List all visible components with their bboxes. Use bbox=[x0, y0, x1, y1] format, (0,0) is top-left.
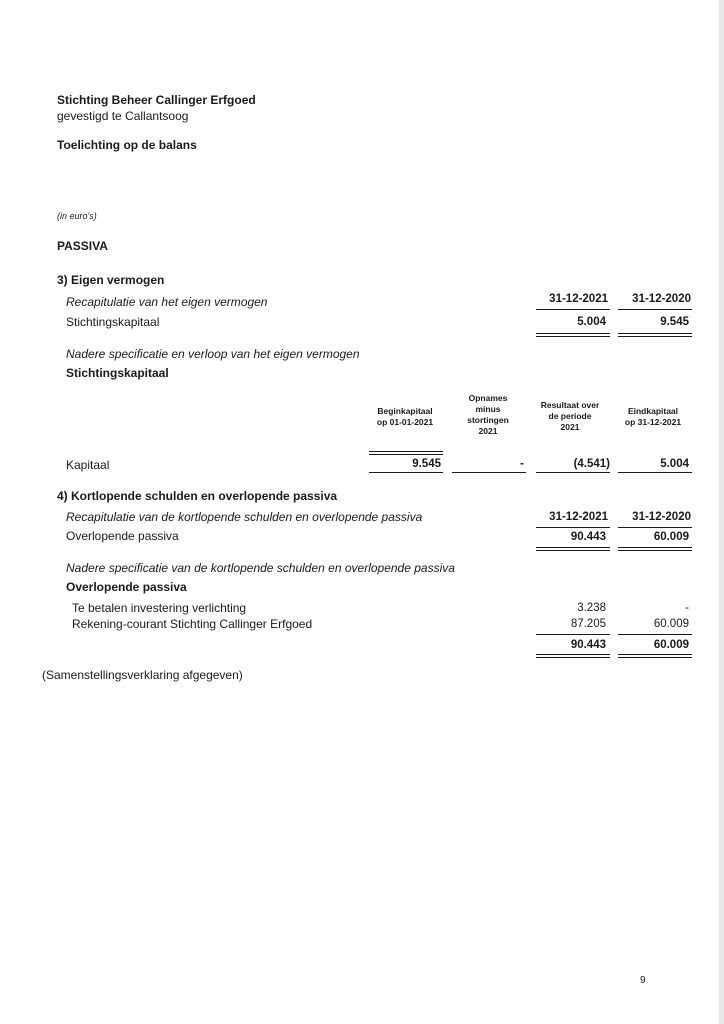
item-value-2021: 3.238 bbox=[577, 602, 606, 614]
col2-total-line-1 bbox=[618, 333, 692, 334]
kapitaal-opnames-underline bbox=[452, 472, 526, 473]
col1-total-line-2 bbox=[536, 336, 610, 337]
items-col1-underline bbox=[536, 634, 610, 635]
section4-row-value-2021: 90.443 bbox=[570, 531, 606, 543]
section3-title: 3) Eigen vermogen bbox=[57, 273, 165, 287]
s4-col1-total-line-2 bbox=[536, 550, 610, 551]
unit-note: (in euro's) bbox=[57, 211, 97, 221]
section4-spec-subtitle: Overlopende passiva bbox=[66, 580, 187, 594]
doc-title: Toelichting op de balans bbox=[57, 138, 197, 152]
item-value-2020: - bbox=[685, 602, 689, 614]
col1-header-underline bbox=[536, 309, 610, 310]
section4-col1-header: 31-12-2021 bbox=[549, 511, 608, 523]
header-opnames: Opnames minus stortingen 2021 bbox=[467, 393, 509, 436]
item-value-2020: 60.009 bbox=[653, 618, 689, 630]
section4-title: 4) Kortlopende schulden en overlopende passiva bbox=[57, 489, 338, 503]
s4-col2-total-line-1 bbox=[618, 547, 692, 548]
col2-total-line-2 bbox=[618, 336, 692, 337]
passiva-heading: PASSIVA bbox=[57, 239, 108, 253]
section3-row-label: Stichtingskapitaal bbox=[66, 315, 160, 329]
kapitaal-top-line-1 bbox=[369, 451, 443, 452]
section4-spec-title: Nadere specificatie van de kortlopende schulden en overlopende passiva bbox=[66, 561, 455, 575]
section3-col2-header: 31-12-2020 bbox=[632, 293, 691, 305]
section3-recap-label: Recapitulatie van het eigen vermogen bbox=[66, 295, 268, 309]
header-eindkapitaal: Eindkapitaal op 31-12-2021 bbox=[624, 406, 682, 427]
s4-col1-total-line-1 bbox=[536, 547, 610, 548]
org-location: gevestigd te Callantsoog bbox=[57, 109, 189, 123]
org-name: Stichting Beheer Callinger Erfgoed bbox=[57, 93, 256, 107]
kapitaal-begin-underline bbox=[369, 472, 443, 473]
kapitaal-eind-underline bbox=[618, 472, 692, 473]
items-col2-underline bbox=[618, 634, 692, 635]
item-value-2021: 87.205 bbox=[570, 618, 606, 630]
kapitaal-eind-value: 5.004 bbox=[660, 458, 689, 470]
s4-col1-header-underline bbox=[536, 527, 610, 528]
section4-row-label: Overlopende passiva bbox=[66, 529, 179, 543]
items-total-col1-line-2 bbox=[536, 657, 610, 658]
kapitaal-begin-value: 9.545 bbox=[412, 458, 441, 470]
section3-row-value-2020: 9.545 bbox=[660, 316, 689, 328]
col1-total-line-1 bbox=[536, 333, 610, 334]
section4-col2-header: 31-12-2020 bbox=[632, 511, 691, 523]
s4-col2-header-underline bbox=[618, 527, 692, 528]
section4-row-value-2020: 60.009 bbox=[653, 531, 689, 543]
items-total-col1-line-1 bbox=[536, 654, 610, 655]
section3-row-value-2021: 5.004 bbox=[577, 316, 606, 328]
page-number: 9 bbox=[640, 975, 646, 986]
section3-spec-subtitle: Stichtingskapitaal bbox=[66, 366, 169, 380]
page-edge bbox=[719, 0, 724, 1024]
col2-header-underline bbox=[618, 309, 692, 310]
header-resultaat: Resultaat over de periode 2021 bbox=[540, 400, 600, 432]
kapitaal-resultaat-value: (4.541) bbox=[573, 458, 610, 470]
section4-recap-label: Recapitulatie van de kortlopende schulden en overlopende passiva bbox=[66, 510, 423, 524]
items-total-col2-line-2 bbox=[618, 657, 692, 658]
kapitaal-opnames-value: - bbox=[520, 458, 524, 470]
items-total-2020: 60.009 bbox=[653, 639, 689, 651]
kapitaal-top-line-2 bbox=[369, 454, 443, 455]
kapitaal-label: Kapitaal bbox=[66, 458, 110, 472]
header-beginkapitaal: Beginkapitaal op 01-01-2021 bbox=[376, 406, 434, 427]
item-label: Rekening-courant Stichting Callinger Erfgoed bbox=[72, 617, 313, 631]
items-total-col2-line-1 bbox=[618, 654, 692, 655]
items-total-2021: 90.443 bbox=[570, 639, 606, 651]
kapitaal-resultaat-underline bbox=[536, 472, 610, 473]
section3-col1-header: 31-12-2021 bbox=[549, 293, 608, 305]
item-label: Te betalen investering verlichting bbox=[72, 601, 247, 615]
s4-col2-total-line-2 bbox=[618, 550, 692, 551]
section3-spec-title: Nadere specificatie en verloop van het eigen vermogen bbox=[66, 347, 360, 361]
footer-note: (Samenstellingsverklaring afgegeven) bbox=[42, 668, 243, 682]
